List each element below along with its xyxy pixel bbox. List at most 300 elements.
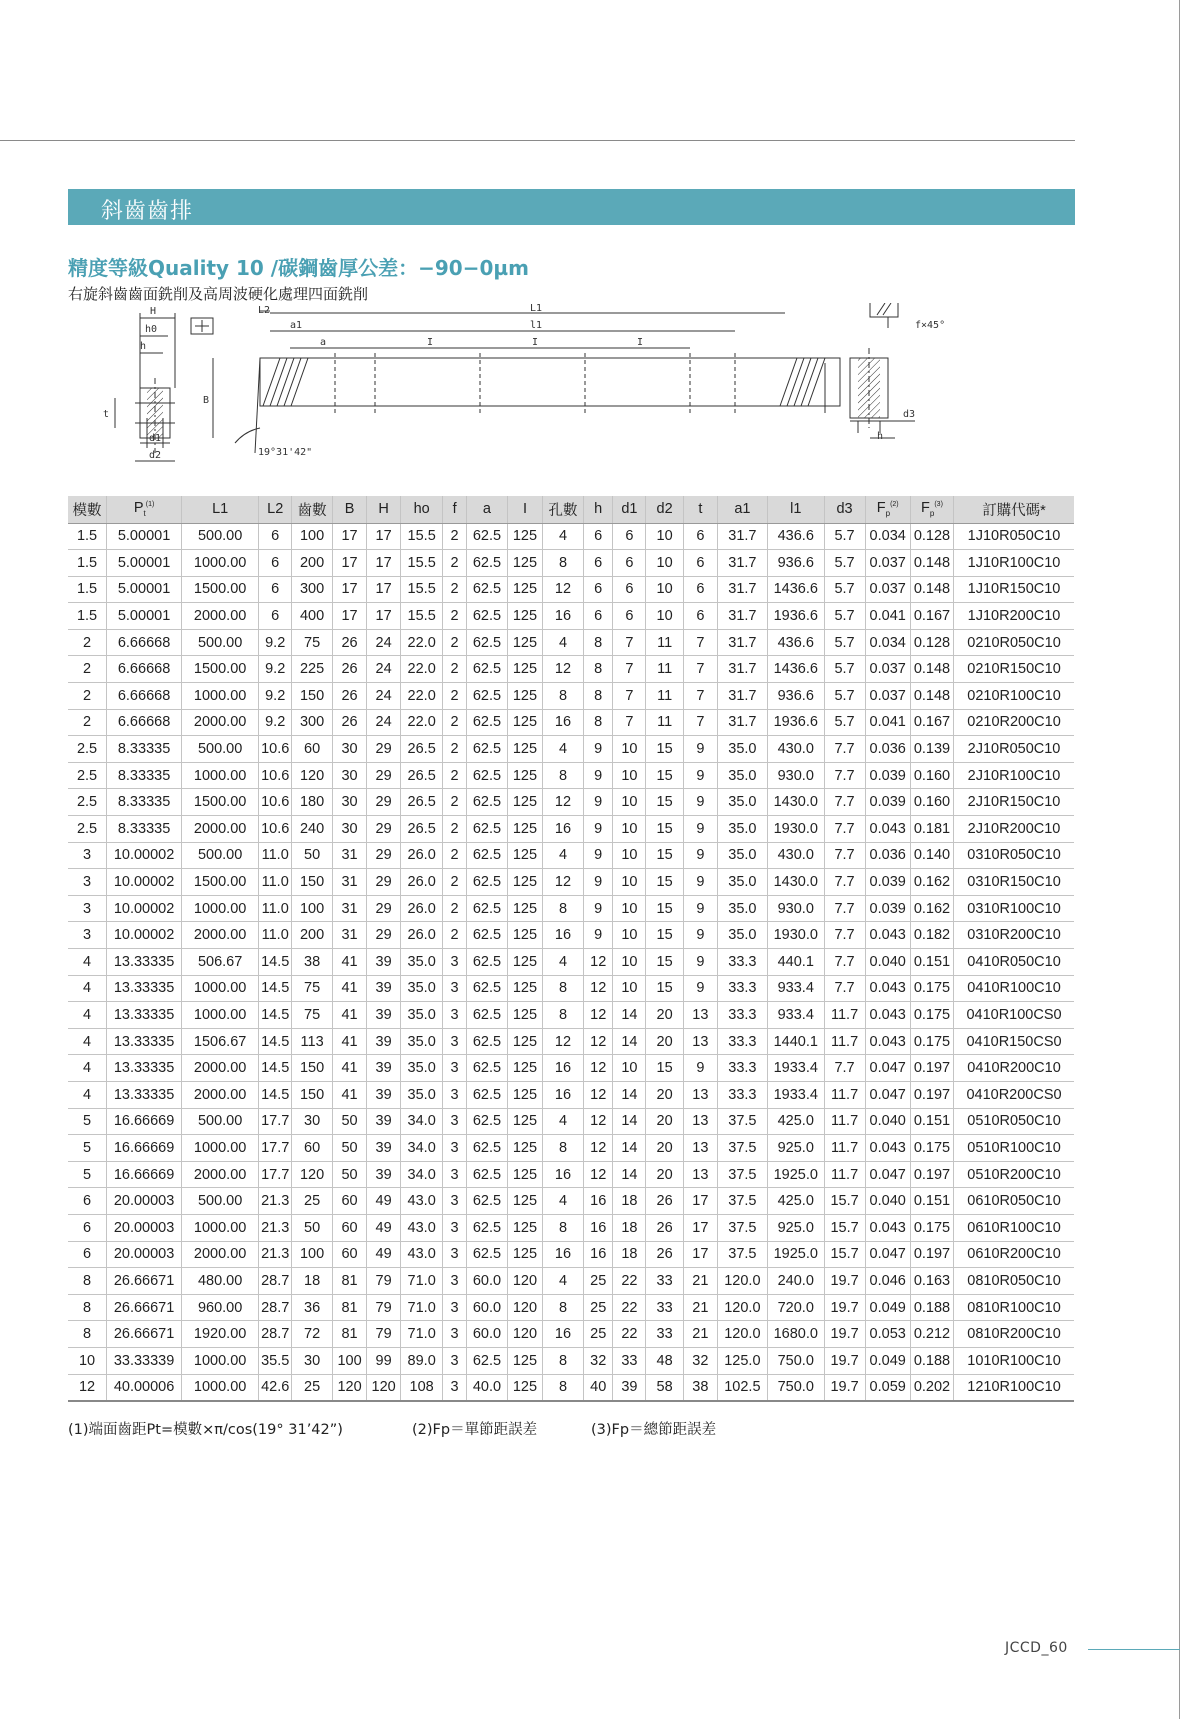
table-cell: 25 (583, 1321, 613, 1348)
table-cell: 50 (333, 1108, 367, 1135)
table-cell: 0.197 (910, 1241, 953, 1268)
table-cell: 8 (583, 683, 613, 710)
table-cell: 2.5 (68, 816, 107, 843)
table-cell: 100 (292, 1241, 333, 1268)
table-cell: 9.2 (259, 656, 292, 683)
table-cell: 1J10R100C10 (954, 550, 1074, 577)
table-cell: 1430.0 (767, 869, 824, 896)
table-cell: 10 (613, 816, 646, 843)
table-cell: 5.00001 (107, 523, 182, 550)
table-row (68, 1002, 1074, 1029)
table-cell: 120 (292, 1161, 333, 1188)
table-cell: 26.0 (401, 842, 443, 869)
table-cell: 62.5 (467, 1081, 508, 1108)
table-cell: 32 (683, 1347, 717, 1374)
table-cell: 7 (613, 709, 646, 736)
table-cell: 506.67 (182, 949, 259, 976)
table-cell: 1500.00 (182, 656, 259, 683)
table-cell: 7 (613, 683, 646, 710)
table-cell: 11.0 (259, 869, 292, 896)
footnote-2: (2)Fp＝單節距誤差 (412, 1422, 538, 1438)
table-cell: 120 (367, 1374, 401, 1401)
table-cell: 3 (443, 1028, 467, 1055)
table-cell: 10.6 (259, 789, 292, 816)
table-cell: 81 (333, 1268, 367, 1295)
table-cell: 0510R050C10 (954, 1108, 1074, 1135)
table-cell: 81 (333, 1321, 367, 1348)
table-cell: 1933.4 (767, 1081, 824, 1108)
table-cell: 7.7 (824, 762, 865, 789)
table-cell: 6 (683, 523, 717, 550)
table-cell: 9 (683, 789, 717, 816)
table-cell: 0.047 (865, 1081, 910, 1108)
table-cell: 41 (333, 1028, 367, 1055)
table-cell: 33 (613, 1347, 646, 1374)
table-cell: 3 (443, 1347, 467, 1374)
table-cell: 3 (443, 1135, 467, 1162)
table-cell: 2 (443, 895, 467, 922)
page-frame-top (0, 140, 1075, 141)
table-cell: 8 (543, 1002, 584, 1029)
table-cell: 0.034 (865, 629, 910, 656)
table-cell: 720.0 (767, 1294, 824, 1321)
table-cell: 15.7 (824, 1214, 865, 1241)
table-cell: 12 (583, 1028, 613, 1055)
table-cell: 14.5 (259, 1081, 292, 1108)
footnote-1: (1)端面齒距Pt=模數×π/cos(19° 31’42”) (68, 1422, 343, 1438)
column-header: l1 (767, 496, 824, 523)
table-cell: 150 (292, 1081, 333, 1108)
table-cell: 2000.00 (182, 1055, 259, 1082)
table-cell: 1500.00 (182, 789, 259, 816)
table-row (68, 1374, 1074, 1401)
table-cell: 1.5 (68, 523, 107, 550)
table-cell: 13 (683, 1135, 717, 1162)
table-cell: 8 (68, 1321, 107, 1348)
table-cell: 6 (583, 576, 613, 603)
table-cell: 8 (543, 1135, 584, 1162)
table-cell: 6 (583, 523, 613, 550)
table-cell: 0.128 (910, 629, 953, 656)
table-cell: 9 (683, 842, 717, 869)
table-cell: 3 (443, 1374, 467, 1401)
table-cell: 17.7 (259, 1108, 292, 1135)
table-cell: 125 (507, 1135, 542, 1162)
table-cell: 4 (68, 1002, 107, 1029)
table-row (68, 683, 1074, 710)
table-cell: 31.7 (717, 576, 767, 603)
table-cell: 1440.1 (767, 1028, 824, 1055)
table-cell: 0410R200CS0 (954, 1081, 1074, 1108)
table-cell: 11.7 (824, 1161, 865, 1188)
table-cell: 180 (292, 789, 333, 816)
table-cell: 62.5 (467, 629, 508, 656)
table-cell: 41 (333, 975, 367, 1002)
table-cell: 7.7 (824, 816, 865, 843)
table-cell: 60 (333, 1241, 367, 1268)
table-cell: 1925.0 (767, 1161, 824, 1188)
table-cell: 2J10R150C10 (954, 789, 1074, 816)
table-row (68, 1135, 1074, 1162)
table-cell: 0.163 (910, 1268, 953, 1295)
table-cell: 8 (68, 1294, 107, 1321)
table-cell: 125 (507, 1188, 542, 1215)
table-row (68, 1321, 1074, 1348)
table-cell: 2 (68, 629, 107, 656)
table-cell: 22.0 (401, 629, 443, 656)
table-cell: 39 (367, 1161, 401, 1188)
table-cell: 21.3 (259, 1188, 292, 1215)
table-cell: 12 (68, 1374, 107, 1401)
table-cell: 4 (543, 1108, 584, 1135)
table-cell: 3 (68, 869, 107, 896)
table-cell: 0.034 (865, 523, 910, 550)
table-cell: 150 (292, 683, 333, 710)
dim-I-1: I (427, 337, 434, 348)
table-cell: 26 (646, 1241, 683, 1268)
table-cell: 17 (367, 603, 401, 630)
table-cell: 7.7 (824, 789, 865, 816)
table-cell: 2.5 (68, 736, 107, 763)
table-cell: 0210R150C10 (954, 656, 1074, 683)
table-cell: 0410R050C10 (954, 949, 1074, 976)
table-cell: 0.212 (910, 1321, 953, 1348)
table-cell: 0.046 (865, 1268, 910, 1295)
table-cell: 11 (646, 629, 683, 656)
table-cell: 62.5 (467, 975, 508, 1002)
table-cell: 14 (613, 1135, 646, 1162)
table-cell: 17 (367, 523, 401, 550)
table-cell: 125 (507, 603, 542, 630)
table-row (68, 1188, 1074, 1215)
table-cell: 430.0 (767, 842, 824, 869)
table-cell: 16 (543, 1081, 584, 1108)
table-cell: 125 (507, 1055, 542, 1082)
table-cell: 19.7 (824, 1294, 865, 1321)
table-cell: 6 (68, 1214, 107, 1241)
column-header: h (583, 496, 613, 523)
table-cell: 500.00 (182, 1188, 259, 1215)
table-cell: 24 (367, 629, 401, 656)
table-cell: 120 (507, 1321, 542, 1348)
table-cell: 0.037 (865, 576, 910, 603)
table-cell: 33.3 (717, 1055, 767, 1082)
table-row (68, 1214, 1074, 1241)
table-cell: 17.7 (259, 1161, 292, 1188)
table-cell: 0.188 (910, 1347, 953, 1374)
table-cell: 10 (613, 1055, 646, 1082)
dim-t: t (103, 409, 110, 420)
table-cell: 5.7 (824, 603, 865, 630)
table-cell: 3 (443, 1241, 467, 1268)
table-cell: 7.7 (824, 895, 865, 922)
table-cell: 62.5 (467, 895, 508, 922)
table-cell: 11 (646, 683, 683, 710)
table-cell: 71.0 (401, 1268, 443, 1295)
table-cell: 17.7 (259, 1135, 292, 1162)
table-cell: 71.0 (401, 1321, 443, 1348)
table-cell: 31.7 (717, 523, 767, 550)
table-cell: 0.059 (865, 1374, 910, 1401)
table-row (68, 1108, 1074, 1135)
table-row (68, 816, 1074, 843)
table-cell: 0.047 (865, 1055, 910, 1082)
table-cell: 40 (583, 1374, 613, 1401)
dim-h-left: h (140, 341, 147, 352)
table-cell: 4 (543, 1188, 584, 1215)
table-cell: 925.0 (767, 1214, 824, 1241)
table-cell: 3 (443, 1294, 467, 1321)
table-cell: 9 (583, 895, 613, 922)
table-cell: 6 (259, 576, 292, 603)
table-cell: 40.0 (467, 1374, 508, 1401)
table-cell: 35.0 (717, 816, 767, 843)
table-cell: 6 (613, 523, 646, 550)
table-cell: 13.33335 (107, 1081, 182, 1108)
column-header: d3 (824, 496, 865, 523)
table-cell: 125 (507, 975, 542, 1002)
table-cell: 8.33335 (107, 816, 182, 843)
table-cell: 14.5 (259, 1028, 292, 1055)
table-cell: 3 (443, 1188, 467, 1215)
table-cell: 39 (367, 1108, 401, 1135)
table-cell: 12 (583, 1002, 613, 1029)
table-cell: 15 (646, 1055, 683, 1082)
dim-chamfer: f×45° (915, 320, 946, 331)
dim-L1: L1 (530, 303, 543, 314)
table-cell: 10 (646, 523, 683, 550)
table-cell: 31.7 (717, 709, 767, 736)
table-cell: 6 (583, 550, 613, 577)
table-cell: 1010R100C10 (954, 1347, 1074, 1374)
table-cell: 9 (683, 869, 717, 896)
table-cell: 5.7 (824, 523, 865, 550)
table-cell: 22 (613, 1321, 646, 1348)
table-cell: 15 (646, 736, 683, 763)
table-cell: 26.5 (401, 789, 443, 816)
table-cell: 6 (259, 603, 292, 630)
table-cell: 12 (543, 576, 584, 603)
table-cell: 30 (292, 1108, 333, 1135)
table-cell: 120 (333, 1374, 367, 1401)
table-row (68, 762, 1074, 789)
table-cell: 79 (367, 1321, 401, 1348)
table-cell: 17 (333, 603, 367, 630)
table-cell: 5.7 (824, 683, 865, 710)
table-cell: 1000.00 (182, 550, 259, 577)
table-cell: 10 (646, 603, 683, 630)
table-cell: 39 (613, 1374, 646, 1401)
subtitle: 右旋斜齒齒面銑削及高周波硬化處理四面銑削 (68, 285, 369, 303)
table-row (68, 1055, 1074, 1082)
table-cell: 22 (613, 1268, 646, 1295)
technical-drawing (95, 303, 1055, 493)
table-cell: 33 (646, 1294, 683, 1321)
table-cell: 3 (443, 1161, 467, 1188)
table-cell: 7.7 (824, 1055, 865, 1082)
table-cell: 1000.00 (182, 975, 259, 1002)
rack-body (260, 358, 840, 406)
table-cell: 17 (367, 550, 401, 577)
table-cell: 4 (543, 523, 584, 550)
table-cell: 35.5 (259, 1347, 292, 1374)
table-cell: 3 (68, 922, 107, 949)
table-cell: 125 (507, 762, 542, 789)
table-cell: 20 (646, 1108, 683, 1135)
table-cell: 15.5 (401, 576, 443, 603)
table-cell: 43.0 (401, 1241, 443, 1268)
table-cell: 6 (68, 1188, 107, 1215)
table-row (68, 869, 1074, 896)
table-cell: 1436.6 (767, 656, 824, 683)
table-cell: 26.0 (401, 869, 443, 896)
table-cell: 3 (443, 975, 467, 1002)
table-cell: 0.037 (865, 656, 910, 683)
table-cell: 0210R100C10 (954, 683, 1074, 710)
table-cell: 10.6 (259, 762, 292, 789)
table-cell: 62.5 (467, 1241, 508, 1268)
table-cell: 21 (683, 1321, 717, 1348)
table-cell: 2000.00 (182, 1241, 259, 1268)
table-cell: 125 (507, 1028, 542, 1055)
table-cell: 17 (333, 523, 367, 550)
table-cell: 25 (583, 1294, 613, 1321)
table-cell: 62.5 (467, 922, 508, 949)
table-cell: 37.5 (717, 1241, 767, 1268)
table-row (68, 523, 1074, 550)
column-header: $F_p^{(3)}$ (910, 496, 953, 523)
table-cell: 125 (507, 1161, 542, 1188)
table-cell: 0.160 (910, 762, 953, 789)
table-cell: 12 (543, 656, 584, 683)
table-cell: 0.036 (865, 842, 910, 869)
table-cell: 1000.00 (182, 1347, 259, 1374)
table-cell: 16 (543, 922, 584, 949)
table-cell: 125 (507, 736, 542, 763)
table-cell: 15 (646, 922, 683, 949)
table-cell: 62.5 (467, 1161, 508, 1188)
table-row (68, 550, 1074, 577)
table-cell: 0.148 (910, 550, 953, 577)
table-cell: 22.0 (401, 656, 443, 683)
table-cell: 4 (543, 629, 584, 656)
table-cell: 500.00 (182, 736, 259, 763)
table-cell: 35.0 (717, 895, 767, 922)
table-cell: 1930.0 (767, 816, 824, 843)
table-cell: 14 (613, 1161, 646, 1188)
table-cell: 16 (543, 1321, 584, 1348)
table-cell: 12 (543, 869, 584, 896)
table-cell: 1680.0 (767, 1321, 824, 1348)
table-cell: 19.7 (824, 1374, 865, 1401)
table-cell: 2 (443, 922, 467, 949)
table-cell: 8 (68, 1268, 107, 1295)
table-cell: 425.0 (767, 1188, 824, 1215)
table-cell: 26.5 (401, 736, 443, 763)
table-cell: 125 (507, 1108, 542, 1135)
column-header: H (367, 496, 401, 523)
table-cell: 9 (683, 895, 717, 922)
table-cell: 29 (367, 789, 401, 816)
table-cell: 38 (292, 949, 333, 976)
table-cell: 0.043 (865, 816, 910, 843)
table-cell: 62.5 (467, 523, 508, 550)
table-cell: 0610R200C10 (954, 1241, 1074, 1268)
table-cell: 15 (646, 789, 683, 816)
table-cell: 0.162 (910, 869, 953, 896)
column-header: a (467, 496, 508, 523)
table-cell: 29 (367, 842, 401, 869)
table-row (68, 629, 1074, 656)
table-cell: 9.2 (259, 709, 292, 736)
table-cell: 936.6 (767, 683, 824, 710)
table-cell: 33.3 (717, 1002, 767, 1029)
table-cell: 6 (68, 1241, 107, 1268)
table-row (68, 576, 1074, 603)
table-cell: 31.7 (717, 629, 767, 656)
table-cell: 26.66671 (107, 1268, 182, 1295)
table-cell: 75 (292, 975, 333, 1002)
table-cell: 0.039 (865, 895, 910, 922)
table-cell: 37.5 (717, 1161, 767, 1188)
table-cell: 4 (68, 949, 107, 976)
table-cell: 12 (583, 1081, 613, 1108)
table-cell: 35.0 (717, 922, 767, 949)
table-cell: 11 (646, 709, 683, 736)
table-cell: 436.6 (767, 629, 824, 656)
table-cell: 0.148 (910, 683, 953, 710)
table-cell: 8.33335 (107, 762, 182, 789)
table-cell: 1000.00 (182, 1002, 259, 1029)
table-cell: 2000.00 (182, 922, 259, 949)
table-cell: 1J10R050C10 (954, 523, 1074, 550)
dim-d2: d2 (149, 450, 162, 461)
table-cell: 10 (613, 842, 646, 869)
table-cell: 11.7 (824, 1002, 865, 1029)
table-cell: 440.1 (767, 949, 824, 976)
dim-l1: l1 (530, 320, 543, 331)
table-cell: 14.5 (259, 1055, 292, 1082)
table-cell: 17 (683, 1188, 717, 1215)
column-header: d1 (613, 496, 646, 523)
table-cell: 436.6 (767, 523, 824, 550)
table-cell: 0.043 (865, 1214, 910, 1241)
table-cell: 62.5 (467, 656, 508, 683)
table-cell: 19.7 (824, 1321, 865, 1348)
table-row (68, 975, 1074, 1002)
table-cell: 0.151 (910, 949, 953, 976)
table-cell: 125 (507, 922, 542, 949)
table-cell: 26 (646, 1188, 683, 1215)
table-cell: 8 (583, 656, 613, 683)
table-cell: 1500.00 (182, 576, 259, 603)
table-cell: 26.5 (401, 762, 443, 789)
table-cell: 41 (333, 1055, 367, 1082)
table-cell: 16 (583, 1241, 613, 1268)
table-cell: 33 (646, 1268, 683, 1295)
table-cell: 3 (443, 1055, 467, 1082)
table-cell: 125 (507, 789, 542, 816)
table-cell: 0.175 (910, 1214, 953, 1241)
column-header: L2 (259, 496, 292, 523)
table-cell: 89.0 (401, 1347, 443, 1374)
table-cell: 9 (583, 869, 613, 896)
table-cell: 15 (646, 975, 683, 1002)
table-cell: 11.7 (824, 1081, 865, 1108)
page-number-rule (1088, 1649, 1180, 1650)
table-cell: 7 (683, 656, 717, 683)
table-cell: 125 (507, 550, 542, 577)
